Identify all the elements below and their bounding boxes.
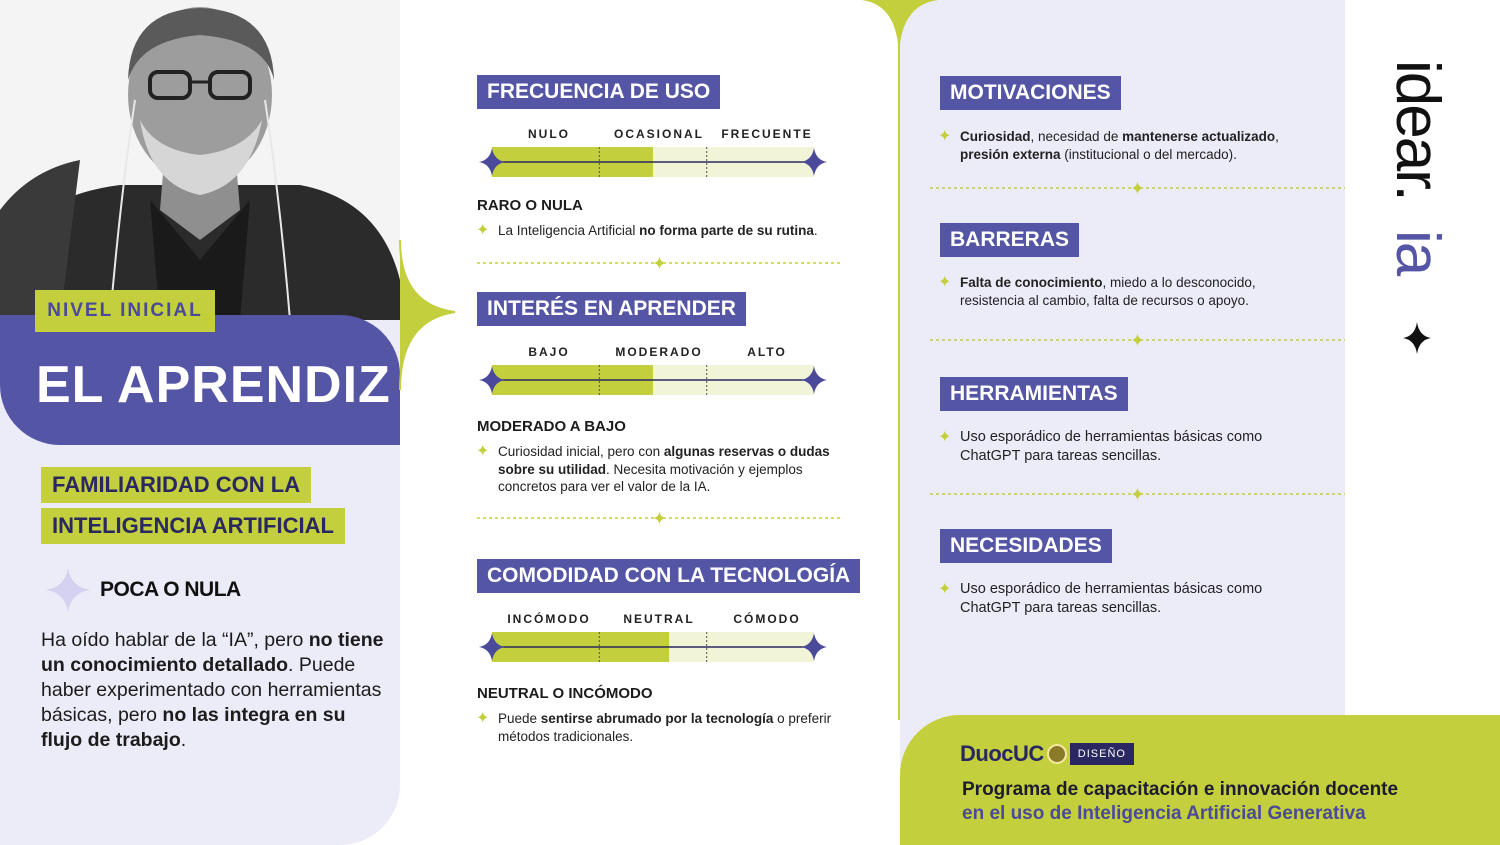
- duoc-uc-wordmark: DuocUC: [960, 741, 1044, 766]
- persona-panel: [0, 0, 400, 845]
- divider: [930, 488, 1345, 500]
- divider-sparkle-icon: [1132, 334, 1144, 346]
- familiarity-value-text: POCA O NULA: [100, 578, 241, 601]
- persona-name: EL APRENDIZ: [36, 356, 391, 414]
- divider: [930, 334, 1345, 346]
- barriers-text: ✦ Falta de conocimiento, miedo a lo desconocido, resistencia al cambio, falta de recursos o apoyo.: [938, 274, 1256, 308]
- interest-scale-labels: [491, 345, 831, 361]
- needs-heading: NECESIDADES: [940, 529, 1112, 563]
- sparkle-icon: [44, 566, 92, 614]
- motivations-text: ✦ Curiosidad, necesidad de mantenerse actualizado, presión externa (institucional o del mercado).: [938, 128, 1279, 162]
- svg-text:idear.: idear.: [1383, 60, 1452, 200]
- sparkle-wave-decoration: [360, 240, 460, 390]
- comfort-heading: COMODIDAD CON LA TECNOLOGÍA: [477, 559, 860, 593]
- divider: [477, 512, 842, 524]
- frequency-text: ✦ La Inteligencia Artificial no forma parte de su rutina.: [476, 222, 818, 239]
- divider-sparkle-icon: [1132, 182, 1144, 194]
- persona-description: Ha oído hablar de la “IA”, pero no tiene un conocimiento detallado. Puede haber experimentado con herramientas básicas, pero no las integra en su flujo de trabajo.: [41, 629, 384, 751]
- interest-scale: [478, 363, 828, 397]
- scale-label: MODERADO: [615, 345, 703, 359]
- familiarity-title-line1: FAMILIARIDAD CON LA: [41, 467, 311, 503]
- program-footer: [900, 715, 1500, 845]
- divider: [477, 257, 842, 269]
- scale-label: ALTO: [747, 345, 787, 359]
- tools-text: ✦ Uso esporádico de herramientas básicas como ChatGPT para tareas sencillas.: [938, 429, 1263, 464]
- interest-heading: INTERÉS EN APRENDER: [477, 292, 746, 326]
- comfort-text: ✦ Puede sentirse abrumado por la tecnología o preferir métodos tradicionales.: [476, 710, 832, 744]
- sparkle-bullet-icon: ✦: [476, 710, 490, 727]
- sparkle-bullet-icon: ✦: [938, 274, 952, 291]
- frequency-heading: FRECUENCIA DE USO: [477, 75, 720, 109]
- divider-sparkle-icon: [654, 512, 666, 524]
- interest-text: ✦ Curiosidad inicial, pero con algunas reservas o dudas sobre su utilidad. Necesita motivación y ejemplos concretos para ver el valor de la IA.: [476, 443, 830, 494]
- sparkle-bullet-icon: ✦: [938, 581, 952, 598]
- comfort-value-title: NEUTRAL O INCÓMODO: [477, 685, 653, 702]
- frequency-scale: [478, 145, 828, 179]
- divider-sparkle-icon: [654, 257, 666, 269]
- tools-heading: HERRAMIENTAS: [940, 377, 1128, 411]
- persona-name-block: [0, 315, 400, 445]
- persona-photo: [0, 0, 400, 320]
- barriers-heading: BARRERAS: [940, 223, 1079, 257]
- sparkle-bullet-icon: ✦: [476, 443, 490, 460]
- needs-text: ✦ Uso esporádico de herramientas básicas como ChatGPT para tareas sencillas.: [938, 581, 1263, 616]
- scale-label: INCÓMODO: [507, 612, 591, 626]
- scale-label: NULO: [528, 127, 570, 141]
- program-title-line1: Programa de capacitación e innovación docente: [962, 779, 1399, 800]
- motivations-heading: MOTIVACIONES: [940, 76, 1121, 110]
- duoc-uc-logo: [960, 741, 1134, 767]
- vertical-divider: [898, 40, 900, 720]
- scale-label: FRECUENTE: [721, 127, 813, 141]
- seal-icon: [1047, 744, 1067, 764]
- wave-decoration: [862, 0, 942, 60]
- svg-text:ia: ia: [1383, 230, 1452, 275]
- interest-value-title: MODERADO A BAJO: [477, 418, 626, 435]
- divider-sparkle-icon: [1132, 488, 1144, 500]
- scale-label: CÓMODO: [733, 612, 801, 626]
- divider: [930, 182, 1345, 194]
- diseno-tag: DISEÑO: [1070, 743, 1134, 765]
- idear-ia-logo: [1375, 60, 1455, 360]
- program-title-line2: en el uso de Inteligencia Artificial Generativa: [962, 803, 1366, 824]
- comfort-scale: [478, 630, 828, 664]
- frequency-value-title: RARO O NULA: [477, 197, 583, 214]
- scale-label: BAJO: [528, 345, 570, 359]
- scale-label: OCASIONAL: [614, 127, 704, 141]
- familiarity-value: [44, 566, 241, 614]
- level-badge: NIVEL INICIAL: [35, 290, 215, 332]
- sparkle-bullet-icon: ✦: [938, 429, 952, 446]
- comfort-scale-labels: [491, 612, 831, 628]
- familiarity-title-line2: INTELIGENCIA ARTIFICIAL: [41, 508, 345, 544]
- scale-label: NEUTRAL: [623, 612, 695, 626]
- frequency-scale-labels: [491, 127, 831, 143]
- sparkle-bullet-icon: ✦: [476, 222, 490, 239]
- sparkle-bullet-icon: ✦: [938, 128, 952, 145]
